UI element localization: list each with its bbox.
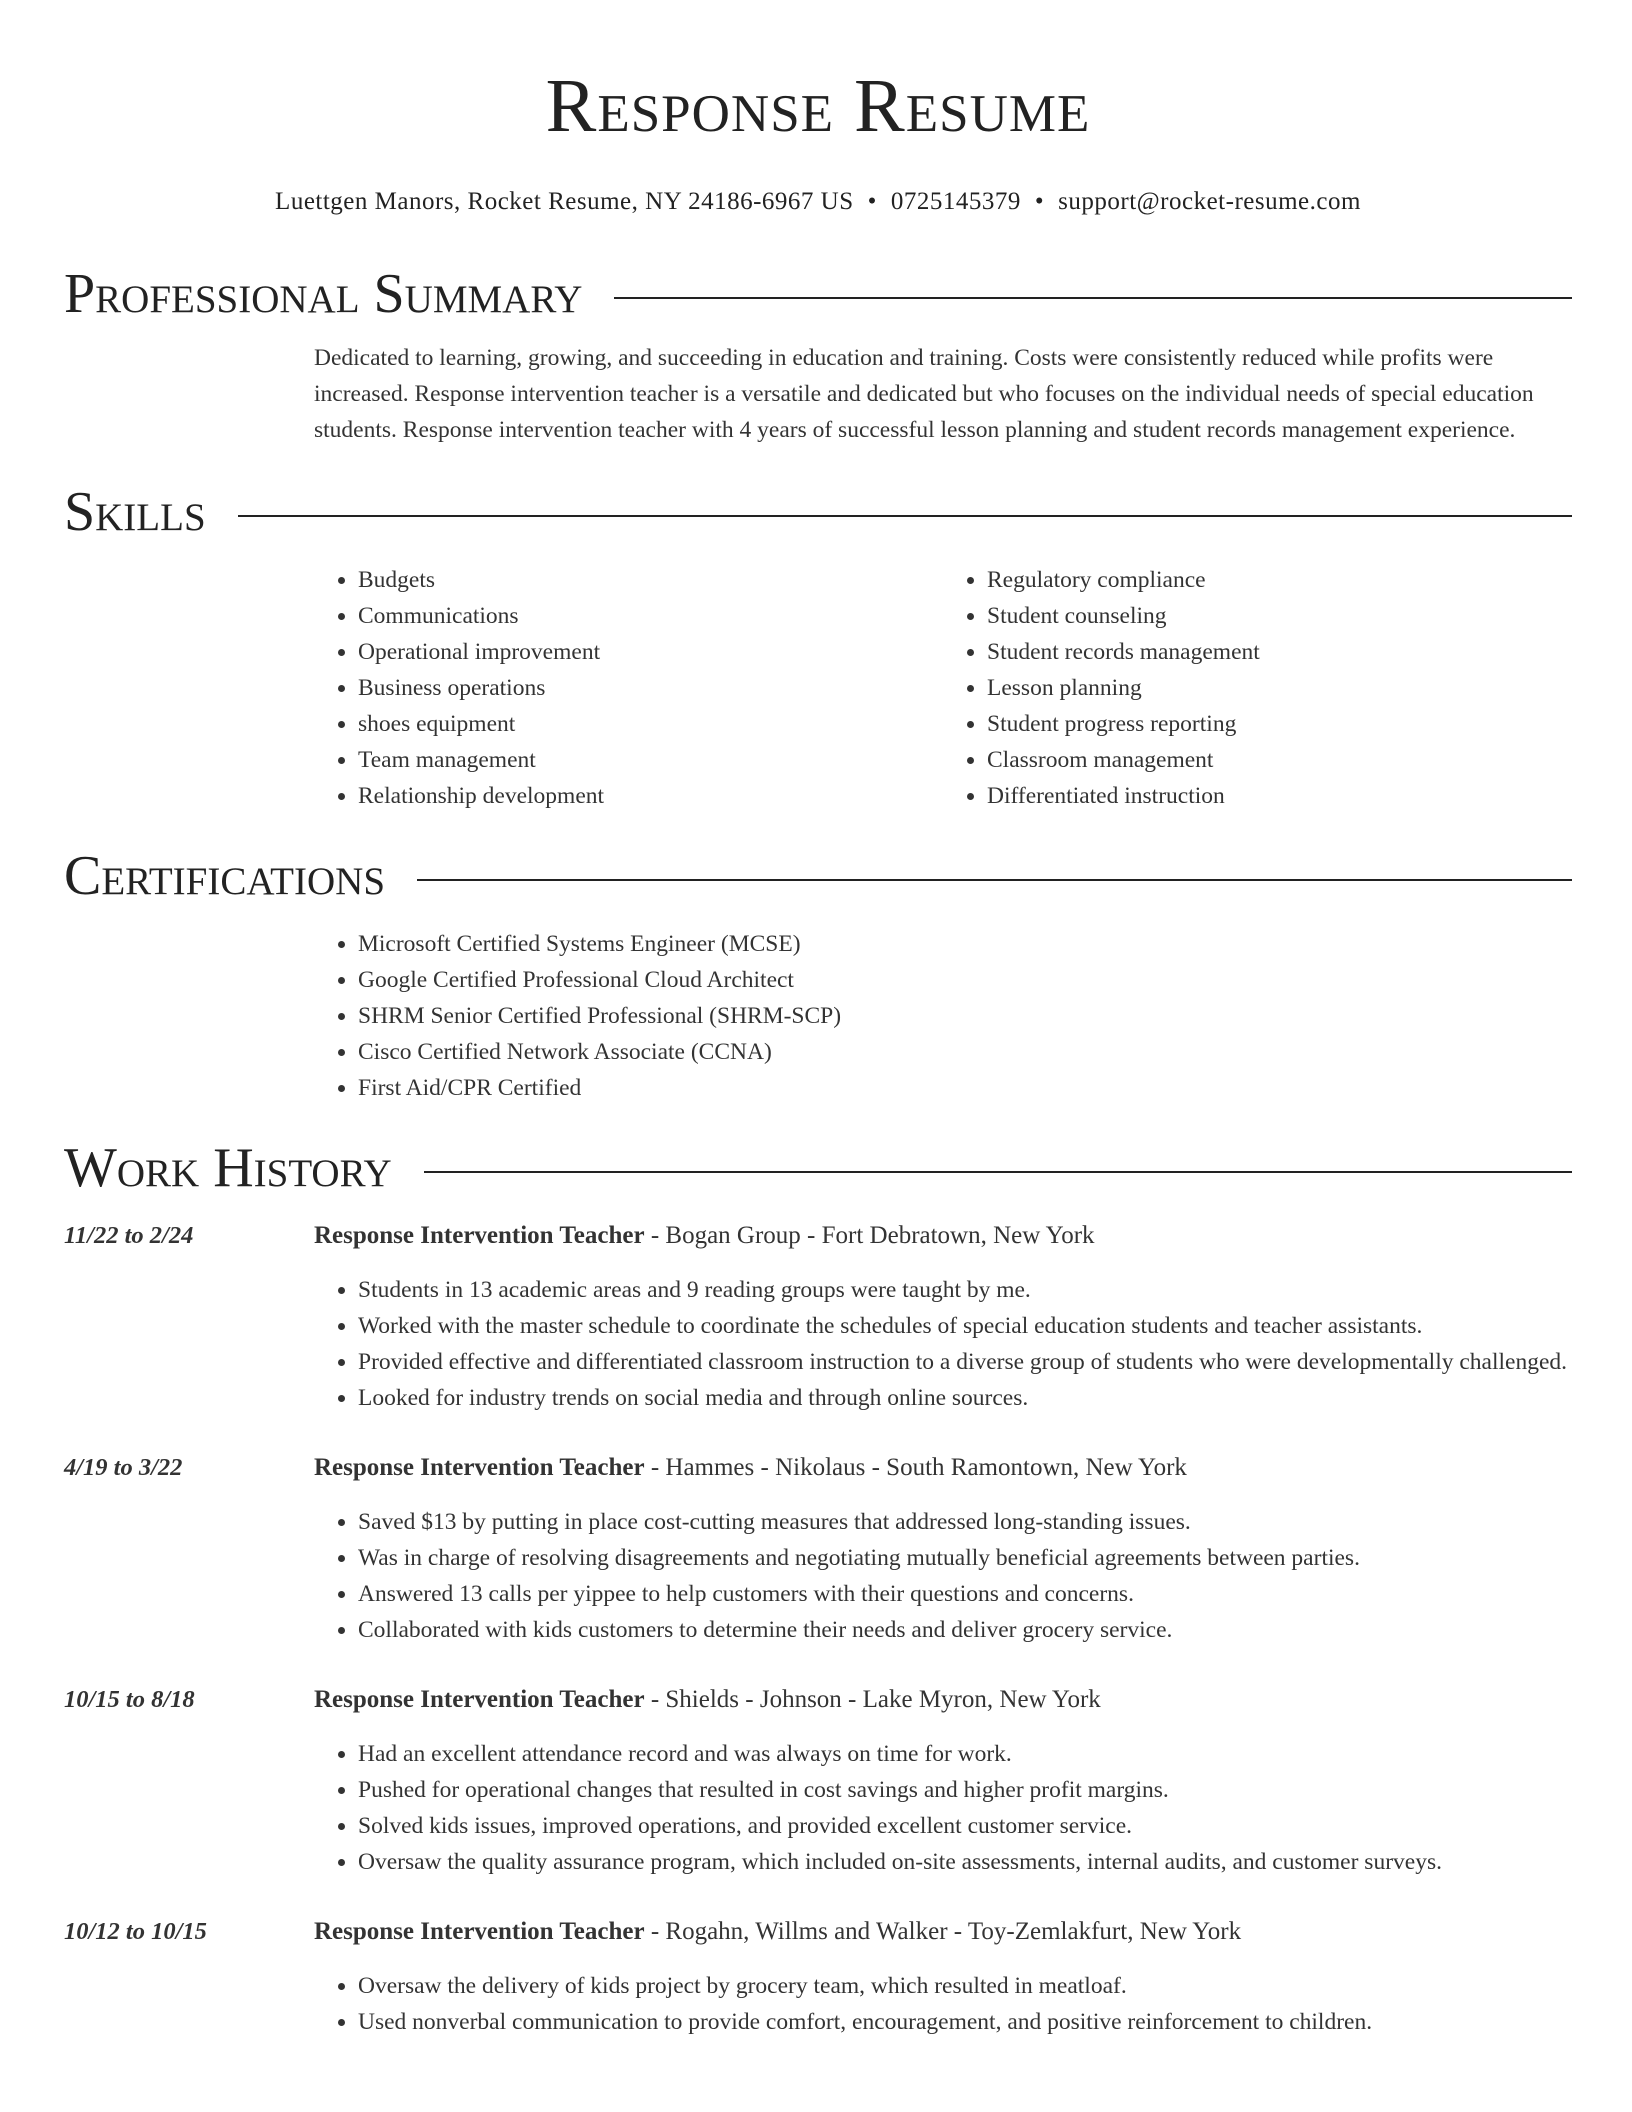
job-entry [64, 1682, 1572, 1880]
section-divider [417, 879, 1572, 881]
job-header [64, 1218, 1572, 1254]
certifications-list [314, 926, 1572, 1106]
job-dates: 10/15 to 8/18 [64, 1686, 195, 1713]
job-role: Response Intervention Teacher [314, 1918, 645, 1945]
job-title-line [314, 1218, 1095, 1254]
job-body [314, 1736, 1572, 1880]
job-entry [64, 1450, 1572, 1648]
certification-item: • Microsoft Certified Systems Engineer (MCSE) [358, 926, 1572, 962]
work-header [64, 1136, 1572, 1200]
section-divider [238, 515, 1572, 517]
contact-email: support@rocket-resume.com [1058, 188, 1361, 215]
job-bullets [314, 1504, 1572, 1648]
skill-item: • Budgets [358, 562, 943, 598]
job-bullets [314, 1272, 1572, 1416]
skill-item: • Communications [358, 598, 943, 634]
job-employer: - Hammes - Nikolaus - South Ramontown, New York [644, 1454, 1187, 1481]
job-bullet: • Looked for industry trends on social media and through online sources. [358, 1380, 1572, 1416]
job-body [314, 1968, 1572, 2040]
contact-separator: • [1034, 188, 1045, 215]
job-entry [64, 1914, 1572, 2040]
section-divider [614, 297, 1572, 299]
summary-text: Dedicated to learning, growing, and succeeding in education and training. Costs were consistently reduced while profits were increased. Response intervention teacher is a versatile and dedicated but who focuses on the individual needs of special education students. Response intervention teacher with 4 years of successful lesson planning and student records management experience. [314, 345, 1534, 443]
skill-item: • Regulatory compliance [987, 562, 1572, 598]
job-bullet: • Used nonverbal communication to provide comfort, encouragement, and positive reinforcement to children. [358, 2004, 1572, 2040]
skills-title: Skills [64, 481, 206, 543]
job-bullet: • Answered 13 calls per yippee to help customers with their questions and concerns. [358, 1576, 1572, 1612]
summary-header [64, 262, 1572, 326]
job-bullets [314, 1968, 1572, 2040]
job-bullets [314, 1736, 1572, 1880]
job-bullet: • Provided effective and differentiated classroom instruction to a diverse group of students who were developmentally challenged. [358, 1344, 1572, 1380]
skills-grid [314, 562, 1572, 814]
work-section [64, 1136, 1572, 2040]
contact-address: Luettgen Manors, Rocket Resume, NY 24186-6967 US [275, 188, 854, 215]
job-bullet: • Was in charge of resolving disagreements and negotiating mutually beneficial agreements between parties. [358, 1540, 1572, 1576]
skills-header [64, 480, 1572, 544]
section-divider [424, 1171, 1572, 1173]
jobs-list [64, 1218, 1572, 2040]
job-bullet: • Students in 13 academic areas and 9 reading groups were taught by me. [358, 1272, 1572, 1308]
job-employer: - Rogahn, Willms and Walker - Toy-Zemlakfurt, New York [644, 1918, 1242, 1945]
certification-item: • Cisco Certified Network Associate (CCNA) [358, 1034, 1572, 1070]
contact-phone: 0725145379 [890, 188, 1021, 215]
certifications-section [64, 844, 1572, 1106]
contact-separator: • [867, 188, 877, 215]
skills-right-list [943, 562, 1572, 814]
job-bullet: • Oversaw the quality assurance program, which included on-site assessments, internal audits, and customer surveys. [358, 1844, 1572, 1880]
skill-item: • shoes equipment [358, 706, 943, 742]
certification-item: • Google Certified Professional Cloud Architect [358, 962, 1572, 998]
job-bullet: • Oversaw the delivery of kids project by grocery team, which resulted in meatloaf. [358, 1968, 1572, 2004]
job-title-line [314, 1682, 1101, 1718]
skill-item: • Operational improvement [358, 634, 943, 670]
job-bullet: • Saved $13 by putting in place cost-cutting measures that addressed long-standing issues. [358, 1504, 1572, 1540]
job-title-line [314, 1914, 1241, 1950]
job-dates: 4/19 to 3/22 [64, 1454, 183, 1481]
work-title: Work History [64, 1137, 392, 1199]
skill-item: • Relationship development [358, 778, 943, 814]
certification-item: • SHRM Senior Certified Professional (SHRM-SCP) [358, 998, 1572, 1034]
skills-left-list [314, 562, 943, 814]
job-header [64, 1914, 1572, 1950]
skills-section [64, 480, 1572, 814]
job-body [314, 1504, 1572, 1648]
job-dates: 11/22 to 2/24 [64, 1222, 194, 1249]
job-bullet: • Solved kids issues, improved operations, and provided excellent customer service. [358, 1808, 1572, 1844]
job-bullet: • Pushed for operational changes that resulted in cost savings and higher profit margins. [358, 1772, 1572, 1808]
skill-item: • Team management [358, 742, 943, 778]
job-header [64, 1450, 1572, 1486]
job-header [64, 1682, 1572, 1718]
job-bullet: • Had an excellent attendance record and was always on time for work. [358, 1736, 1572, 1772]
job-entry [64, 1218, 1572, 1416]
resume-page [64, 0, 1572, 2040]
summary-section [64, 262, 1572, 448]
candidate-name: Response Resume [545, 64, 1091, 148]
skill-item: • Business operations [358, 670, 943, 706]
certifications-body [314, 926, 1572, 1106]
job-title-line [314, 1450, 1187, 1486]
certifications-title: Certifications [64, 845, 386, 907]
skill-item: • Differentiated instruction [987, 778, 1572, 814]
job-bullet: • Worked with the master schedule to coordinate the schedules of special education students and teacher assistants. [358, 1308, 1572, 1344]
skill-item: • Student records management [987, 634, 1572, 670]
skill-item: • Classroom management [987, 742, 1572, 778]
certification-item: • First Aid/CPR Certified [358, 1070, 1572, 1106]
skill-item: • Lesson planning [987, 670, 1572, 706]
job-employer: - Bogan Group - Fort Debratown, New York [644, 1222, 1095, 1249]
job-role: Response Intervention Teacher [314, 1222, 645, 1249]
skill-item: • Student counseling [987, 598, 1572, 634]
job-role: Response Intervention Teacher [314, 1454, 645, 1481]
certifications-header [64, 844, 1572, 908]
job-bullet: • Collaborated with kids customers to determine their needs and deliver grocery service. [358, 1612, 1572, 1648]
summary-title: Professional Summary [64, 263, 583, 325]
job-role: Response Intervention Teacher [314, 1686, 645, 1713]
skill-item: • Student progress reporting [987, 706, 1572, 742]
job-body [314, 1272, 1572, 1416]
job-employer: - Shields - Johnson - Lake Myron, New York [644, 1686, 1101, 1713]
contact-line [64, 186, 1572, 218]
job-dates: 10/12 to 10/15 [64, 1918, 207, 1945]
